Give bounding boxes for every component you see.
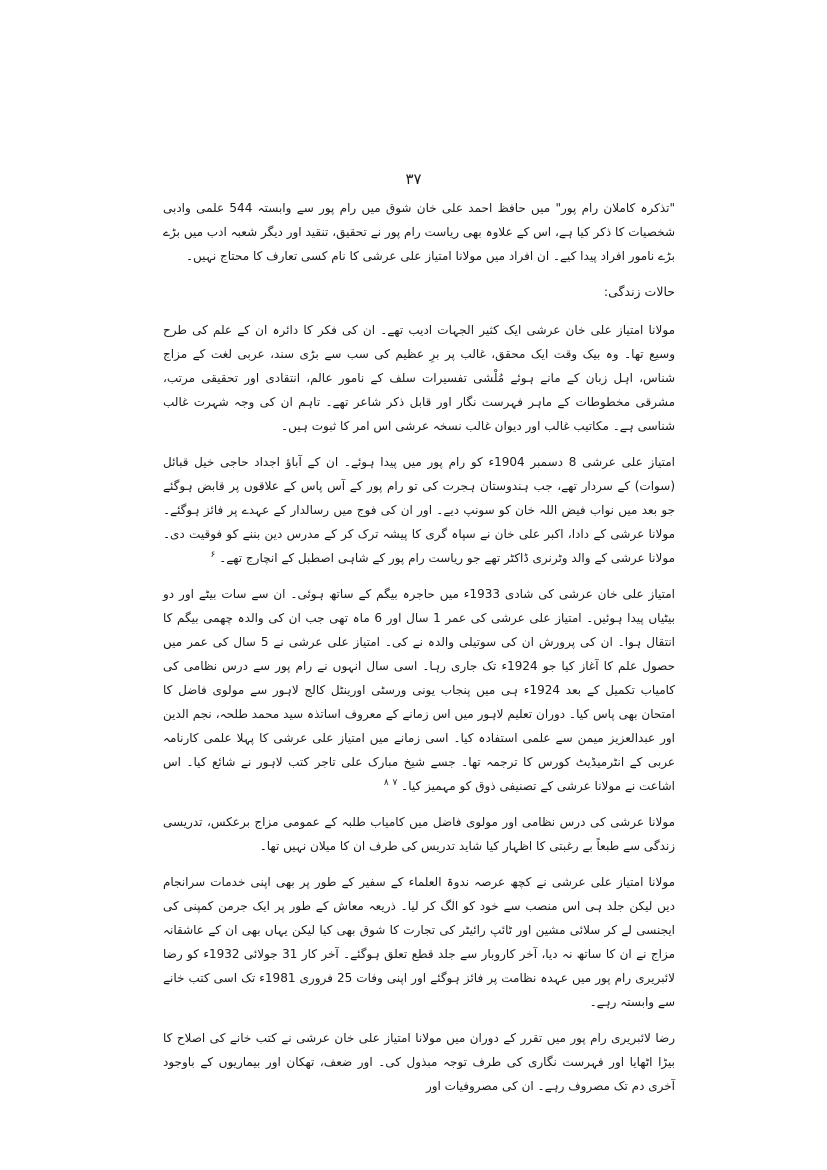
paragraph-profile: مولانا امتیاز علی خان عرشی ایک کثیر الجہات ادیب تھے۔ ان کی فکر کا دائرہ ان کے علم کی طرح وسیع تھا۔ وہ بیک وقت ایک محقق، غالب پر برِ عظیم کی سب سے بڑی سند، عربی لغت کے مزاج شناس، اہل زبان کے مانے ہوئے مُلْشی تفسیرات سلف کے نامور عالم، انتقادی اور تحقیقی مرتب، مشرقی مخطوطات کے ماہر فہرست نگار اور قابل ذکر شاعر تھے۔ تاہم ان کی وجہ شہرت غالب شناسی ہے۔ مکاتیب غالب اور دیوان غالب نسخہ عرشی اس امر کا ثبوت ہیں۔ <box>163 323 675 433</box>
page-number: ۳۷ <box>405 170 422 188</box>
paragraph-intro: "تذکرہ کاملان رام پور" میں حافظ احمد علی خان شوق میں رام پور سے وابستہ 544 علمی وادبی شخصیات کا ذکر کیا ہے، اس کے علاوہ بھی ریاست رام پور نے تحقیق، تنقید اور دیگر شعبہ ادب میں بڑے بڑے نامور افراد پیدا کیے۔ ان افراد میں مولانا امتیاز علی عرشی کا نام کسی تعارف کا محتاج نہیں۔ <box>163 201 675 263</box>
paragraph-ancestry-text: امتیاز علی عرشی 8 دسمبر 1904ء کو رام پور میں پیدا ہوئے۔ ان کے آباؤ اجداد حاجی خیل قبائل (سوات) کے سردار تھے، جب ہندوستان ہجرت کی تو رام پور کے آس پاس کے علاقوں پر قابض ہوگئے جو بعد میں نواب فیض اللہ خان کو سونپ دیے۔ اور ان کی فوج میں رسالدار کے عہدے پر فائز ہوگئے۔ مولانا عرشی کے دادا، اکبر علی خان نے سپاہ گری کا پیشہ ترک کر کے مدرس دین بننے کو فوقیت دی۔ مولانا عرشی کے والد وٹرنری ڈاکٹر تھے جو ریاست رام پور کے شاہی اصطبل کے انچارج تھے۔ <box>163 455 675 565</box>
section-heading: حالات زندگی: <box>603 284 675 299</box>
footnote-mark: ۶ <box>210 550 216 560</box>
paragraph-education <box>163 582 675 798</box>
paragraph-library: رضا لائبریری رام پور میں تقرر کے دوران میں مولانا امتیاز علی خان عرشی نے کتب خانے کی اصلاح کا بیڑا اٹھایا اور فہرست نگاری کی طرف توجہ مبذول کی۔ اور ضعف، تھکان اور بیماریوں کے باوجود آخری دم تک مصروف رہے۔ ان کی مصروفیات اور <box>163 1031 675 1093</box>
paragraph-ancestry <box>163 450 675 570</box>
footnote-mark: ۸ <box>383 778 389 788</box>
paragraph-education-text: امتیاز علی خان عرشی کی شادی 1933ء میں حاجرہ بیگم کے ساتھ ہوئی۔ ان سے سات بیٹے اور دو بیٹیاں پیدا ہوئیں۔ امتیاز علی عرشی کی عمر 1 سال اور 6 ماہ تھی جب ان کی والدہ چھمی بیگم کا انتقال ہوا۔ ان کی پرورش ان کی سوتیلی والدہ نے کی۔ امتیاز علی عرشی نے 5 سال کی عمر میں حصول علم کا آغاز کیا جو 1924ء تک جاری رہا۔ اسی سال انہوں نے رام پور سے درس نظامی کی کامیاب تکمیل کے بعد 1924ء ہی میں پنجاب یونی ورسٹی اورینٹل کالج لاہور سے مولوی فاضل کا امتحان بھی پاس کیا۔ دوران تعلیم لاہور میں اس زمانے کے معروف اساتذہ سید محمد طلحہ، نجم الدین اور عبدالعزیز میمن سے علمی استفادہ کیا۔ اسی زمانے میں امتیاز علی عرشی کا پہلا علمی کارنامہ عربی کے انٹرمیڈیٹ کورس کا ترجمہ تھا۔ جسے شیخ مبارک علی تاجر کتب لاہور نے شائع کیا۔ اس اشاعت نے مولانا عرشی کے تصنیفی ذوق کو مہمیز کیا۔ <box>163 587 676 793</box>
footnote-mark: ۷ <box>392 778 398 788</box>
paragraph-teaching: مولانا عرشی کی درس نظامی اور مولوی فاضل میں کامیاب طلبہ کے عمومی مزاج برعکس، تدریسی زندگی سے طبعاً بے رغبتی کا اظہار کیا شاید تدریس کی طرف ان کا میلان نہیں تھا۔ <box>163 815 675 853</box>
paragraph-career: مولانا امتیاز علی عرشی نے کچھ عرصہ ندوۃ العلماء کے سفیر کے طور پر بھی اپنی خدمات سرانجام دیں لیکن جلد ہی اس منصب سے خود کو الگ کر لیا۔ ذریعہ معاش کے طور پر ایک جرمن کمپنی کی ایجنسی لے کر سلائی مشین اور ٹائپ رائیٹر کی تجارت کا شوق بھی کیا لیکن یہاں بھی ان کے عاشقانہ مزاج نے ان کا ساتھ نہ دیا، آخر کاروبار سے جلد قطع تعلق ہوگئے۔ آخر کار 31 جولائی 1932ء کو رضا لائبریری رام پور میں عہدہ نظامت پر فائز ہوگئے اور اپنی وفات 25 فروری 1981ء تک اسی کتب خانے سے وابستہ رہے۔ <box>163 875 676 1009</box>
document-body <box>163 196 675 1110</box>
